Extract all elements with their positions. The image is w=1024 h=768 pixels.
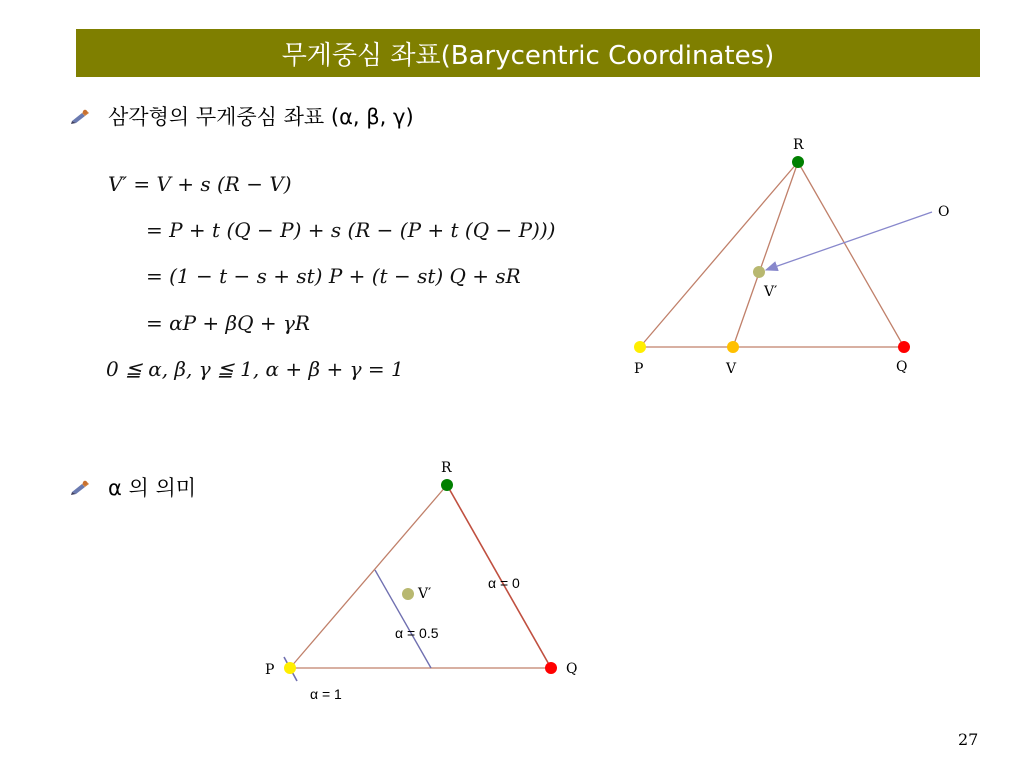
label-alpha-05: α = 0.5 xyxy=(395,625,439,641)
label-r: R xyxy=(793,137,804,153)
label-alpha-1: α = 1 xyxy=(310,686,342,702)
label-vprime-bottom: V′ xyxy=(418,586,432,602)
point-p-bottom xyxy=(284,662,296,674)
equation-line-3: = (1 − t − s + st) P + (t − st) Q + sR xyxy=(146,264,521,288)
equation-line-4: = αP + βQ + γR xyxy=(146,311,310,335)
slide-title: 무게중심 좌표(Barycentric Coordinates) xyxy=(281,40,775,71)
point-q-bottom xyxy=(545,662,557,674)
label-p-bottom: P xyxy=(265,662,275,678)
equation-line-2: = P + t (Q − P) + s (R − (P + t (Q − P))) xyxy=(146,218,556,242)
bullet-text-alpha: α 의 의미 xyxy=(108,476,197,500)
label-q-bottom: Q xyxy=(566,661,578,677)
label-q: Q xyxy=(896,359,908,375)
label-vprime: V′ xyxy=(764,284,778,300)
label-v: V xyxy=(726,361,737,377)
equation-line-1: V′ = V + s (R − V) xyxy=(108,172,292,196)
point-vprime-bottom xyxy=(402,588,414,600)
label-r-bottom: R xyxy=(441,460,452,476)
page-number: 27 xyxy=(958,730,979,749)
point-r-bottom xyxy=(441,479,453,491)
bullet-text-barycentric: 삼각형의 무게중심 좌표 (α, β, γ) xyxy=(108,105,414,129)
equation-constraint: 0 ≦ α, β, γ ≦ 1, α + β + γ = 1 xyxy=(106,357,404,381)
label-alpha-0: α = 0 xyxy=(488,575,520,591)
line-alpha-half xyxy=(375,570,431,668)
label-p: P xyxy=(634,361,644,377)
label-o: O xyxy=(938,204,950,220)
